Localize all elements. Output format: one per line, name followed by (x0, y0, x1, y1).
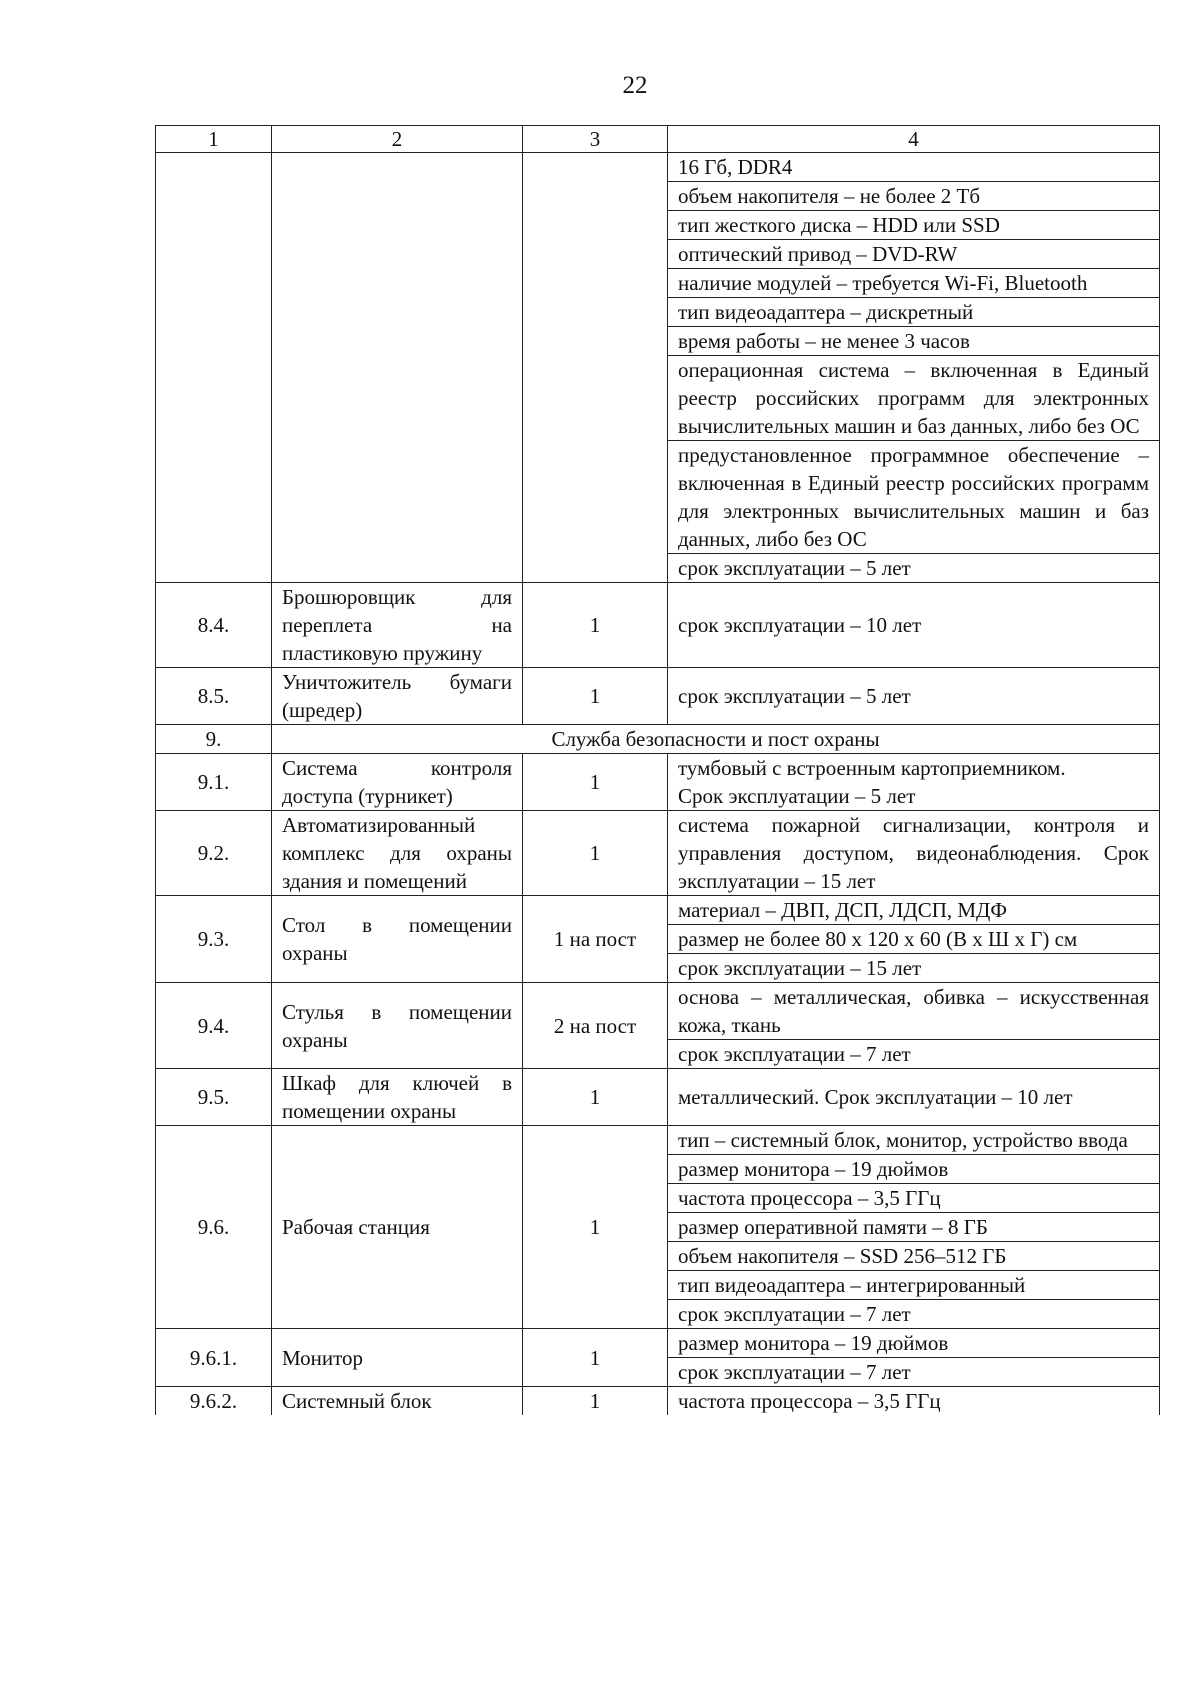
spec-cell: частота процессора – 3,5 ГГц (668, 1184, 1160, 1213)
item-quantity-cell: 1 (523, 1387, 668, 1416)
item-name-cell: Уничтожитель бумаги (шредер) (272, 668, 523, 725)
spec-cell: размер монитора – 19 дюймов (668, 1155, 1160, 1184)
table-row (156, 1126, 1160, 1155)
item-quantity-cell: 1 (523, 811, 668, 896)
item-quantity-cell: 1 (523, 1069, 668, 1126)
item-number-cell: 9.4. (156, 983, 272, 1069)
spec-cell: объем накопителя – не более 2 Тб (668, 182, 1160, 211)
spec-cell: частота процессора – 3,5 ГГц (668, 1387, 1160, 1416)
spec-cell: оптический привод – DVD-RW (668, 240, 1160, 269)
column-number: 2 (272, 126, 523, 153)
item-quantity-cell: 1 (523, 754, 668, 811)
item-quantity-cell: 1 на пост (523, 896, 668, 983)
spec-cell: срок эксплуатации – 10 лет (668, 583, 1160, 668)
spec-cell: операционная система – включенная в Единый реестр российских программ для электронных вычислительных машин и баз данных, либо без ОС (668, 356, 1160, 441)
item-name-cell: Шкаф для ключей в помещении охраны (272, 1069, 523, 1126)
spec-cell: металлический. Срок эксплуатации – 10 лет (668, 1069, 1160, 1126)
item-name-cell: Стол в помещении охраны (272, 896, 523, 983)
table-row (156, 896, 1160, 925)
item-number-cell: 9.3. (156, 896, 272, 983)
item-name-cell: Брошюровщик для переплета на пластиковую пружину (272, 583, 523, 668)
item-name-cell: Автоматизированный комплекс для охраны здания и помещений (272, 811, 523, 896)
table-row (156, 754, 1160, 811)
item-quantity-cell: 1 (523, 583, 668, 668)
item-number-cell: 9.6. (156, 1126, 272, 1329)
table-row (156, 1329, 1160, 1358)
spec-line: тумбовый с встроенным картоприемником. (678, 756, 1066, 780)
item-name-cell: Стулья в помещении охраны (272, 983, 523, 1069)
spec-cell: срок эксплуатации – 7 лет (668, 1040, 1160, 1069)
spec-cell: 16 Гб, DDR4 (668, 153, 1160, 182)
page-number: 22 (622, 72, 648, 99)
table-row (156, 1387, 1160, 1416)
spec-cell: объем накопителя – SSD 256–512 ГБ (668, 1242, 1160, 1271)
spec-cell: наличие модулей – требуется Wi-Fi, Bluetooth (668, 269, 1160, 298)
table-row (156, 983, 1160, 1040)
spec-cell: материал – ДВП, ДСП, ЛДСП, МДФ (668, 896, 1160, 925)
item-number-cell (156, 153, 272, 583)
spec-cell: срок эксплуатации – 7 лет (668, 1358, 1160, 1387)
item-number-cell: 9.6.1. (156, 1329, 272, 1387)
item-number-cell: 9.5. (156, 1069, 272, 1126)
spec-cell: основа – металлическая, обивка – искусственная кожа, ткань (668, 983, 1160, 1040)
item-name-cell (272, 153, 523, 583)
item-number-cell: 9.2. (156, 811, 272, 896)
spec-cell: срок эксплуатации – 5 лет (668, 668, 1160, 725)
spec-cell: срок эксплуатации – 7 лет (668, 1300, 1160, 1329)
spec-cell: время работы – не менее 3 часов (668, 327, 1160, 356)
spec-cell: тип жесткого диска – HDD или SSD (668, 211, 1160, 240)
item-quantity-cell: 1 (523, 668, 668, 725)
item-name-cell: Рабочая станция (272, 1126, 523, 1329)
item-quantity-cell: 2 на пост (523, 983, 668, 1069)
spec-cell: срок эксплуатации – 5 лет (668, 554, 1160, 583)
section-row (156, 725, 1160, 754)
table-row (156, 1069, 1160, 1126)
column-number: 3 (523, 126, 668, 153)
table-row (156, 811, 1160, 896)
equipment-table (155, 125, 1160, 1415)
column-number: 4 (668, 126, 1160, 153)
item-quantity-cell: 1 (523, 1126, 668, 1329)
spec-cell: размер не более 80 x 120 x 60 (В x Ш x Г) см (668, 925, 1160, 954)
item-quantity-cell: 1 (523, 1329, 668, 1387)
column-numbers-row (156, 126, 1160, 153)
section-title-cell: Служба безопасности и пост охраны (272, 725, 1160, 754)
spec-line: Срок эксплуатации – 5 лет (678, 784, 916, 808)
item-number-cell: 9.6.2. (156, 1387, 272, 1416)
table-row (156, 583, 1160, 668)
item-quantity-cell (523, 153, 668, 583)
item-name-cell: Система контроля доступа (турникет) (272, 754, 523, 811)
spec-cell: тип видеоадаптера – интегрированный (668, 1271, 1160, 1300)
spec-cell: тип – системный блок, монитор, устройство ввода (668, 1126, 1160, 1155)
section-number-cell: 9. (156, 725, 272, 754)
item-number-cell: 9.1. (156, 754, 272, 811)
item-number-cell: 8.5. (156, 668, 272, 725)
spec-cell: тип видеоадаптера – дискретный (668, 298, 1160, 327)
item-number-cell: 8.4. (156, 583, 272, 668)
item-name-cell: Системный блок (272, 1387, 523, 1416)
table-row (156, 668, 1160, 725)
table-row (156, 153, 1160, 182)
spec-cell: срок эксплуатации – 15 лет (668, 954, 1160, 983)
item-name-cell: Монитор (272, 1329, 523, 1387)
spec-cell: предустановленное программное обеспечение – включенная в Единый реестр российских программ для электронных вычислительных машин и баз данных, либо без ОС (668, 441, 1160, 554)
spec-cell: размер оперативной памяти – 8 ГБ (668, 1213, 1160, 1242)
spec-cell: система пожарной сигнализации, контроля и управления доступом, видеонаблюдения. Срок эксплуатации – 15 лет (668, 811, 1160, 896)
column-number: 1 (156, 126, 272, 153)
spec-cell (668, 754, 1160, 811)
spec-cell: размер монитора – 19 дюймов (668, 1329, 1160, 1358)
